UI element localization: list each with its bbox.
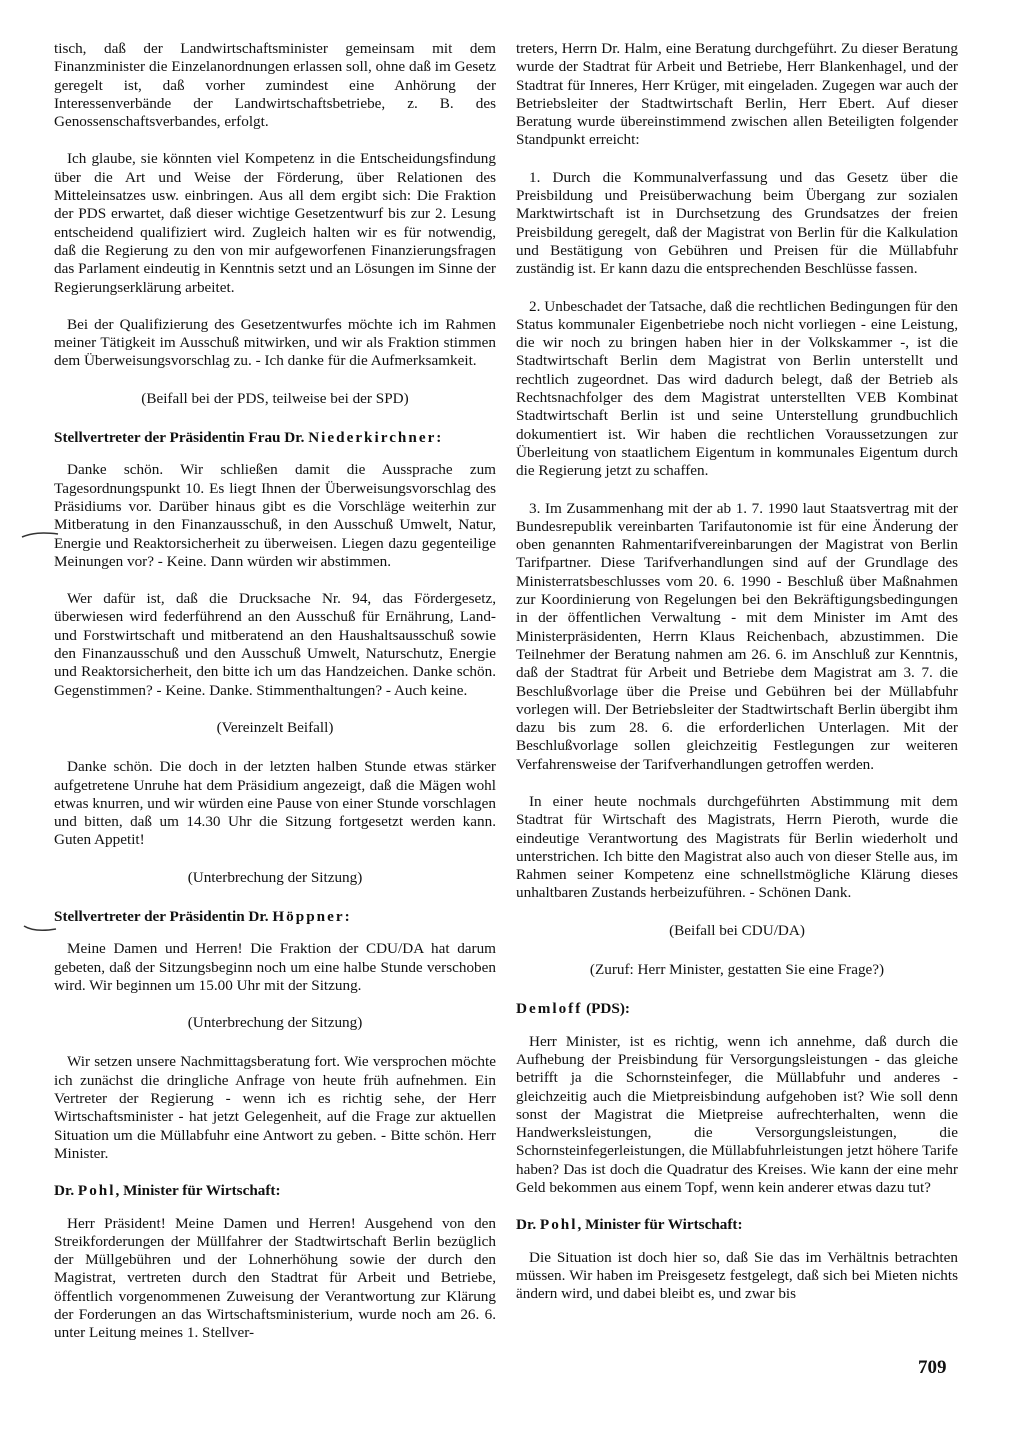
- paragraph: Danke schön. Wir schließen damit die Aussprache zum Tagesordnungspunkt 10. Es liegt Ihnen der Überweisungsvorschlag des Präsidiums vor. Darüber hinaus gibt es die Vorschläge weiterhin zur Mitberatung in den Finanzausschuß, in den Ausschuß Umwelt, Natur, Energie und Reaktorsicherheit zu überweisen. Liegen dazu gegenteilige Meinungen vor? - Keine. Dann würden wir abstimmen.: [54, 461, 496, 570]
- speaker-party: (PDS):: [582, 1000, 630, 1018]
- speaker-name: Höppner:: [272, 907, 352, 925]
- speaker-name: Demloff: [516, 1000, 583, 1018]
- paragraph: Wer dafür ist, daß die Drucksache Nr. 94, das Fördergesetz, überwiesen wird federführend an den Ausschuß für Ernährung, Land- und Forstwirtschaft und mitberatend an den Haushaltsausschuß sowie den Finanzausschuß und den Ausschuß Umwelt, Naturschutz, Energie und Reaktorsicherheit, den bitte ich um das Handzeichen. Danke schön. Gegenstimmen? - Keine. Danke. Stimmenthaltungen? - Auch keine.: [54, 590, 496, 699]
- interjection-note: (Zuruf: Herr Minister, gestatten Sie eine Frage?): [589, 961, 885, 979]
- applause-note: (Vereinzelt Beifall): [216, 718, 334, 736]
- paragraph: Herr Präsident! Meine Damen und Herren! Ausgehend von den Streikforderungen der Müllfahrer der Stadtwirtschaft Berlin bezüglich der Müllgebühren und der Lohnerhöhung sowie der durch den Magistrat, vertreten durch den Stadtrat für Arbeit und Betriebe, öffentlich vorgenommenen Zuweisung der Verantwortung zur Klärung der Forderungen an das Wirtschaftsministerium, wurde noch am 26. 6. unter Leitung meines 1. Stellver-: [54, 1214, 496, 1342]
- paragraph: tisch, daß der Landwirtschaftsminister gemeinsam mit dem Finanzminister die Einzelanordnungen erlassen soll, ohne daß im Gesetz geregelt ist, daß vorher zumindest eine Anhörung der Interessenverbände der Landwirtschaftsbetriebe, z. B. des Genossenschaftsverbandes, erfolgt.: [54, 40, 496, 131]
- margin-pencil-mark: [20, 528, 60, 542]
- paragraph: treters, Herrn Dr. Halm, eine Beratung durchgeführt. Zu dieser Beratung wurde der Stadtrat für Arbeit und Betriebe, Herr Blankenhagel, und der Stadtrat für Inneres, Herr Krüger, mit eingeladen. Zugegen war auch der Betriebsleiter der Stadtwirtschaft Berlin, Herr Ebert. Auf dieser Beratung wurde übereinstimmend zwischen allen Beteiligten folgender Standpunkt erreicht:: [516, 40, 958, 149]
- paragraph: Danke schön. Die doch in der letzten halben Stunde etwas stärker aufgetretene Unruhe hat dem Präsidium angezeigt, daß die Mägen wohl etwas knurren, und wir würden eine Pause von einer Stunde vorschlagen und bitten, daß um 14.30 Uhr die Sitzung fortgesetzt werden kann. Guten Appetit!: [54, 758, 496, 849]
- speaker-prefix: Dr.: [516, 1216, 540, 1234]
- speaker-prefix: Stellvertreter der Präsidentin Dr.: [54, 907, 273, 925]
- paragraph: Die Situation ist doch hier so, daß Sie das im Verhältnis betrachten müssen. Wir haben im Preisgesetz festgelegt, daß sich bei Mieten nichts ändern wird, und dabei bleibt es, und zwar bis: [516, 1248, 958, 1303]
- speaker-heading: [516, 1216, 958, 1234]
- paragraph: In einer heute nochmals durchgeführten Abstimmung mit dem Stadtrat für Wirtschaft des Magistrats, Herrn Pieroth, wurde die eindeutige Verantwortung des Magistrats für Berlin wiederholt und unterstrichen. Ich bitte den Magistrat also auch von dieser Stelle aus, im Rahmen seiner Kompetenz eine schnellstmögliche Klärung dieses unhaltbaren Zustands herbeizuführen. - Schönen Dank.: [516, 792, 958, 902]
- margin-pencil-mark: [22, 922, 58, 936]
- speaker-heading: [54, 1182, 496, 1200]
- numbered-item: 3. Im Zusammenhang mit der ab 1. 7. 1990 laut Staatsvertrag mit der Bundesrepublik vereinbarten Tarifautonomie ist für eine Änderung der oben genannten Rahmentarifvereinbarungen der Magistrat von Berlin Tarifpartner. Diese Tarifverhandlungen sind auf der Grundlage des Ministerratsbeschlusses vom 20. 6. 1990 - Beschluß über Maßnahmen zur Koordinierung von Regelungen bei den Bekräftigungsbedingungen in der öffentlichen Verwaltung - mit dem Minister im Amt des Ministerpräsidenten, Herrn Klaus Reichenbach, abzustimmen. Die Teilnehmer der Beratung nahmen am 26. 6. im Anschluß zur Kenntnis, daß der Stadtrat für Arbeit und Betriebe dem Magistrat am 3. 7. die Beschlußvorlage über die Preise und Gebühren bei der Müllabfuhr vorlegen will. Der Betriebsleiter der Stadtwirtschaft Berlin übergibt ihm dazu bis zum 28. 6. die erforderlichen Unterlagen. Mit der Beschlußvorlage sollen gleichzeitig Festlegungen zur weiteren Verfahrensweise der Tarifverhandlungen getroffen werden.: [516, 499, 958, 773]
- speaker-name: Pohl: [77, 1182, 116, 1200]
- paragraph: Wir setzen unsere Nachmittagsberatung fort. Wie versprochen möchte ich zunächst die dringliche Anfrage von heute früh aufnehmen. Ein Vertreter der Regierung - wenn ich es richtig sehe, der Herr Wirtschaftsminister - hat jetzt Gelegenheit, auf die Frage zur aktuellen Situation um die Müllabfuhr eine Antwort zu geben. - Bitte schön. Herr Minister.: [54, 1053, 496, 1162]
- applause-note: (Beifall bei der PDS, teilweise bei der SPD): [141, 389, 409, 407]
- speaker-heading: [54, 908, 496, 926]
- right-column: [516, 40, 958, 1323]
- paragraph: Ich glaube, sie könnten viel Kompetenz in die Entscheidungsfindung über die Art und Weise der Förderung, über Relationen des Mitteleinsatzes usw. einbringen. Aus all dem ergibt sich: Die Fraktion der PDS erwartet, daß dieser wichtige Gesetzentwurf bis zur 2. Lesung entscheidend qualifiziert wird. Zugleich halten wir es für notwendig, daß die Regierung zu den von mir aufgeworfenen Finanzierungsfragen das Parlament eindeutig in Kenntnis setzt und an Lösungen im Sinne der Regierungserklärung arbeitet.: [54, 150, 496, 296]
- speaker-prefix: Stellvertreter der Präsidentin Frau Dr.: [54, 429, 309, 447]
- speaker-name: Niederkirchner:: [308, 429, 444, 447]
- paragraph: Herr Minister, ist es richtig, wenn ich annehme, daß durch die Aufhebung der Preisbindung für Versorgungsleistungen - das gleiche betrifft ja die Schornsteinfeger, die Müllabfuhr und anderes - gleichzeitig auch die Mietpreisbindung aufgehoben ist? Wie soll denn sonst der Magistrat die Mietpreise aufrechterhalten, wenn die Handwerksleistungen, die Versorgungsleistungen, die Schornsteinfegerleistungen, die Müllabfuhrleistungen jetzt höhere Tarife haben? Das ist doch die Quadratur des Kreises. Wie kann der eine mehr Geld bekommen aus einem Topf, wenn kein anderer etwas dazu tut?: [516, 1032, 958, 1197]
- page-number: 709: [918, 1357, 947, 1378]
- speaker-role: , Minister für Wirtschaft:: [115, 1182, 281, 1200]
- numbered-item: 1. Durch die Kommunalverfassung und das Gesetz über die Preisbildung und Preisüberwachung beim Übergang zur sozialen Marktwirtschaft ist in Durchsetzung des Grundsatzes der freien Preisbildung geregelt, daß der Magistrat von Berlin für die Kalkulation und Bestätigung von Gebühren und Preisen für die Müllabfuhr zuständig ist. Er kann dazu die entsprechenden Beschlüsse fassen.: [516, 168, 958, 278]
- paragraph: Meine Damen und Herren! Die Fraktion der CDU/DA hat darum gebeten, daß der Sitzungsbeginn noch um eine halbe Stunde verschoben wird. Wir beginnen um 15.00 Uhr mit der Sitzung.: [54, 940, 496, 994]
- session-break-note: (Unterbrechung der Sitzung): [187, 1014, 363, 1032]
- speaker-heading: [54, 429, 496, 447]
- left-column: [54, 40, 496, 1362]
- speaker-heading: [516, 1000, 958, 1018]
- paragraph: Bei der Qualifizierung des Gesetzentwurfes möchte ich im Rahmen meiner Tätigkeit im Ausschuß mitwirken, und wir als Fraktion stimmen dem Überweisungsvorschlag zu. - Ich danke für die Aufmerksamkeit.: [54, 315, 496, 370]
- speaker-name: Pohl: [539, 1216, 578, 1234]
- session-break-note: (Unterbrechung der Sitzung): [187, 868, 363, 886]
- speaker-prefix: Dr.: [54, 1182, 78, 1200]
- applause-note: (Beifall bei CDU/DA): [669, 921, 805, 939]
- speaker-role: , Minister für Wirtschaft:: [577, 1216, 743, 1234]
- numbered-item: 2. Unbeschadet der Tatsache, daß die rechtlichen Bedingungen für den Status kommunaler Eigenbetriebe noch nicht vorliegen - eine Leistung, die wir noch zu bringen haben hier in der Volkskammer -, ist die Stadtwirtschaft Berlin dem Magistrat von Berlin unterstellt und rechtlich zugeordnet. Das wird dadurch belegt, daß der Betrieb als Rechtsnachfolger des dem Magistrat unterstellten VEB Kombinat Stadtwirtschaft Berlin ist und seine Unterstellung grundbuchlich dokumentiert ist. Wir haben die rechtlichen Voraussetzungen zur Überleitung von staatlichem Eigentum in kommunales Eigentum durch die Regierung jetzt zu schaffen.: [516, 297, 958, 480]
